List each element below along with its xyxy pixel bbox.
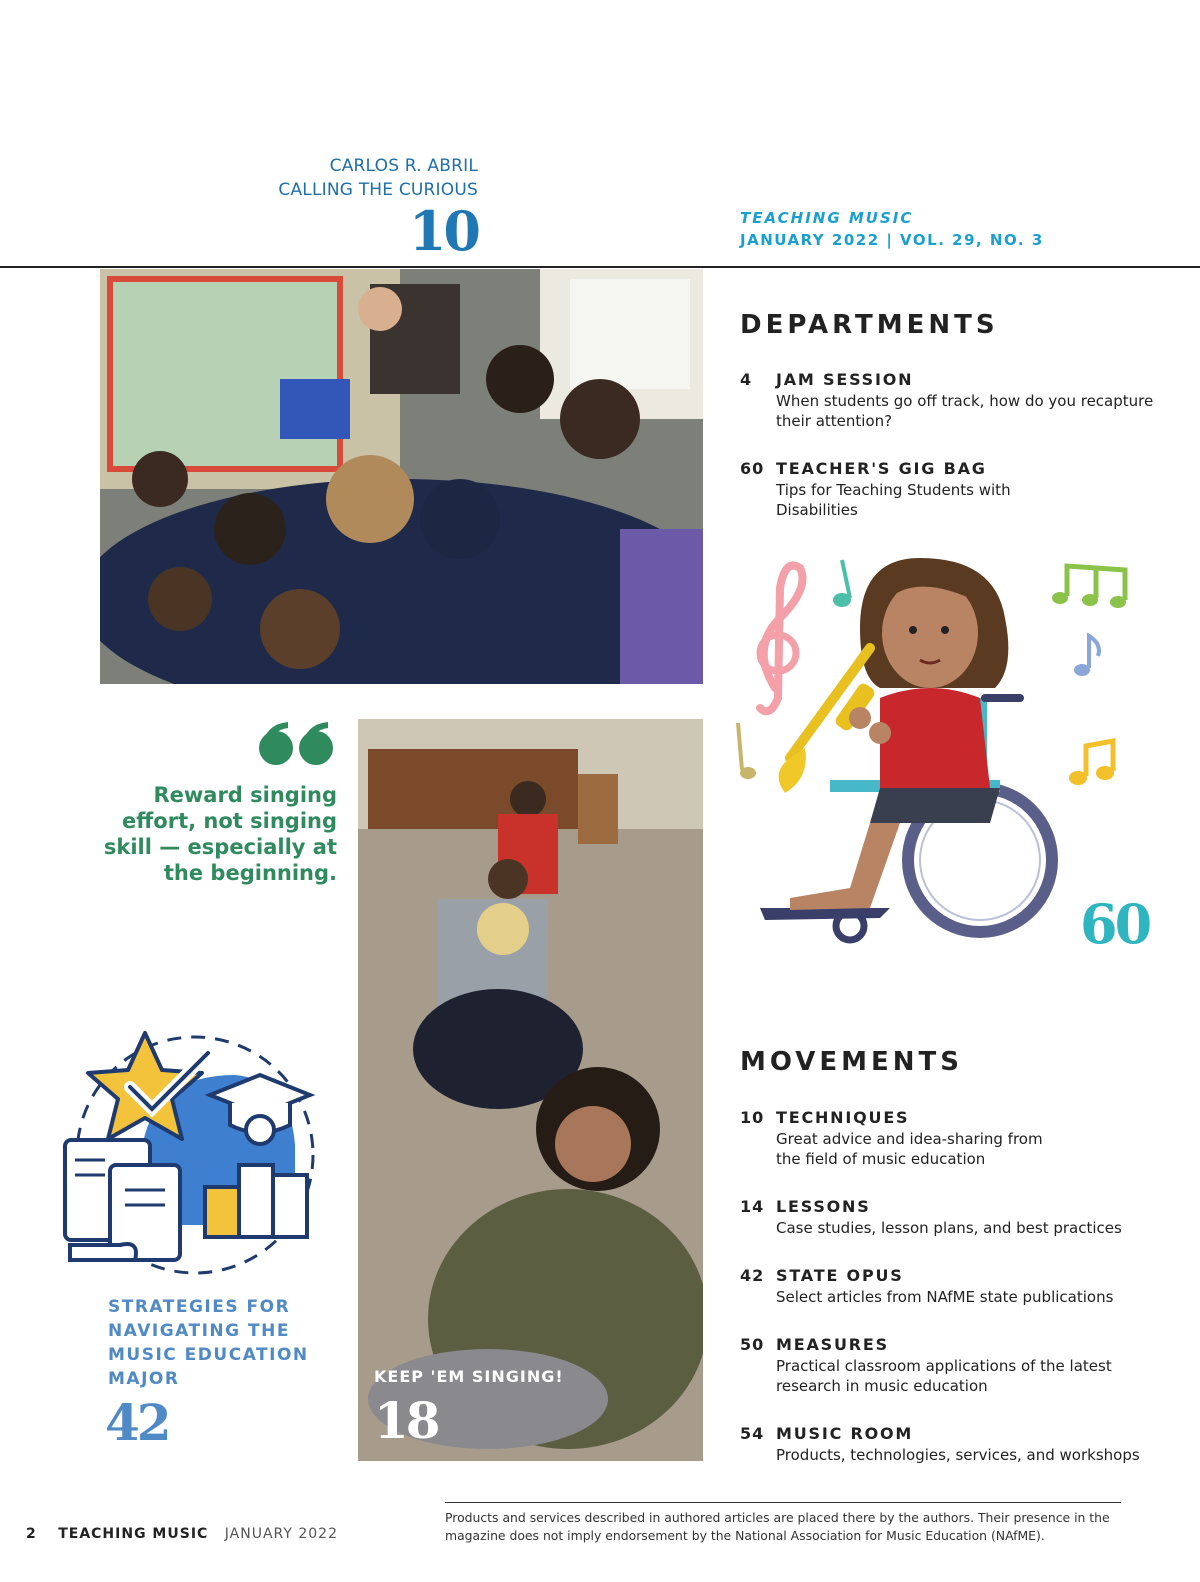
page-number: 2: [26, 1526, 36, 1542]
feature-18-caption: KEEP 'EM SINGING!: [374, 1367, 564, 1386]
feature-10-title: CALLING THE CURIOUS: [278, 180, 478, 200]
toc-desc: When students go off track, how do you recapture their attention?: [776, 392, 1154, 430]
feature-10-author: CARLOS R. ABRIL: [329, 156, 478, 176]
toc-entry-jam-session[interactable]: [740, 369, 1160, 431]
toc-entry-state-opus[interactable]: [740, 1265, 1160, 1307]
header-rule: [0, 266, 1200, 268]
masthead-magazine: TEACHING MUSIC: [740, 209, 914, 227]
toc-title: JAM SESSION: [776, 370, 914, 389]
toc-page: 14: [740, 1197, 765, 1216]
toc-desc: Case studies, lesson plans, and best practices: [776, 1219, 1122, 1237]
toc-desc: Products, technologies, services, and workshops: [776, 1446, 1140, 1464]
toc-entry-lessons[interactable]: [740, 1196, 1160, 1238]
toc-desc: Select articles from NAfME state publications: [776, 1288, 1114, 1306]
toc-entry-techniques[interactable]: [740, 1107, 1160, 1169]
toc-page: 42: [740, 1266, 765, 1285]
toc-page: 10: [740, 1108, 765, 1127]
toc-page: 4: [740, 370, 753, 389]
students-singing-photo: [358, 719, 703, 1461]
movements-heading: MOVEMENTS: [740, 1047, 964, 1077]
toc-entry-teachers-gig-bag[interactable]: [740, 458, 1160, 520]
departments-heading: DEPARTMENTS: [740, 310, 999, 340]
toc-title: MEASURES: [776, 1335, 889, 1354]
toc-page: 54: [740, 1424, 765, 1443]
toc-entry-music-room[interactable]: [740, 1423, 1160, 1465]
toc-title: LESSONS: [776, 1197, 871, 1216]
feature-18-page-number: 18: [374, 1391, 438, 1450]
toc-title: STATE OPUS: [776, 1266, 904, 1285]
feature-60-page-number: 60: [1080, 892, 1150, 956]
page-footer: [26, 1526, 338, 1542]
footer-rule: [445, 1502, 1121, 1503]
quote-marks-icon: [258, 720, 338, 766]
footer-magazine: TEACHING MUSIC: [58, 1526, 209, 1542]
strategies-icon: [60, 1025, 325, 1280]
feature-42-title: STRATEGIES FOR NAVIGATING THE MUSIC EDUCATION MAJOR: [108, 1297, 309, 1389]
classroom-photo: [100, 269, 703, 684]
feature-10-page-number: 10: [408, 199, 478, 263]
masthead-issue: JANUARY 2022 | VOL. 29, NO. 3: [740, 231, 1044, 249]
toc-entry-measures[interactable]: [740, 1334, 1160, 1396]
toc-title: TECHNIQUES: [776, 1108, 910, 1127]
toc-page: 60: [740, 459, 765, 478]
disclaimer: Products and services described in authored articles are placed there by the authors. Their presence in the magazine does not imply endorsement by the National Association for Music Education (NAfME).: [445, 1510, 1110, 1543]
feature-10-header: [240, 154, 478, 263]
toc-desc: Tips for Teaching Students with Disabilities: [776, 481, 1011, 519]
toc-title: TEACHER'S GIG BAG: [776, 459, 987, 478]
footer-date: JANUARY 2022: [224, 1526, 338, 1542]
feature-42-page-number: 42: [105, 1393, 169, 1452]
toc-desc: Great advice and idea-sharing from the field of music education: [776, 1130, 1043, 1168]
masthead: [740, 208, 1044, 252]
toc-page: 50: [740, 1335, 765, 1354]
toc-title: MUSIC ROOM: [776, 1424, 914, 1443]
toc-desc: Practical classroom applications of the latest research in music education: [776, 1357, 1112, 1395]
pull-quote: Reward singing effort, not singing skill — especially at the beginning.: [103, 783, 337, 885]
